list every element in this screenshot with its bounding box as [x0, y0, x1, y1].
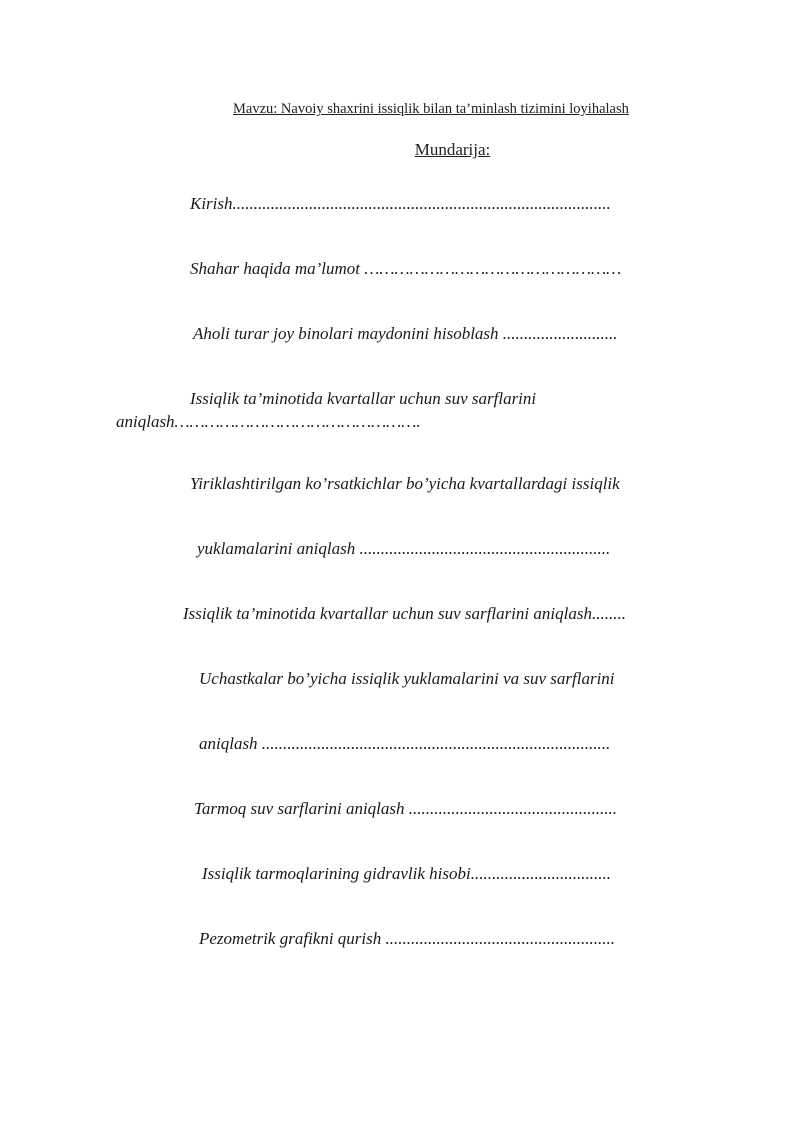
toc-entry-piezometric-graph: Pezometrik grafikni qurish ...................................................... [199, 929, 616, 948]
toc-entry-water-flow-line2: aniqlash…………………………………………. [116, 412, 421, 431]
toc-entry-heat-loads-line2: yuklamalarini aniqlash ........................................................... [197, 539, 611, 558]
toc-entry-city-info: Shahar haqida ma’lumot …………………………………………… [190, 259, 622, 278]
toc-entry-section-loads-line2: aniqlash .................................................................................. [199, 734, 611, 753]
toc-entry-hydraulic-calc: Issiqlik tarmoqlarining gidravlik hisobi................................. [202, 864, 611, 883]
document-topic: Mavzu: Navoiy shaxrini issiqlik bilan ta’minlash tizimini loyihalash [233, 101, 629, 117]
toc-entry-heat-loads-line1: Yiriklashtirilgan ko’rsatkichlar bo’yicha kvartallardagi issiqlik [190, 474, 620, 493]
toc-entry-section-loads-line1: Uchastkalar bo’yicha issiqlik yuklamalarini va suv sarflarini [199, 669, 615, 688]
toc-entry-introduction: Kirish......................................................................................... [190, 194, 611, 213]
toc-entry-water-flow-quarters: Issiqlik ta’minotida kvartallar uchun suv sarflarini aniqlash........ [183, 604, 626, 623]
toc-entry-water-flow-line1: Issiqlik ta’minotida kvartallar uchun suv sarflarini [190, 389, 537, 408]
toc-entry-network-water: Tarmoq suv sarflarini aniqlash ................................................. [194, 799, 617, 818]
toc-entry-residential-area: Aholi turar joy binolari maydonini hisoblash ........................... [193, 324, 618, 343]
toc-heading: Mundarija: [414, 140, 491, 159]
